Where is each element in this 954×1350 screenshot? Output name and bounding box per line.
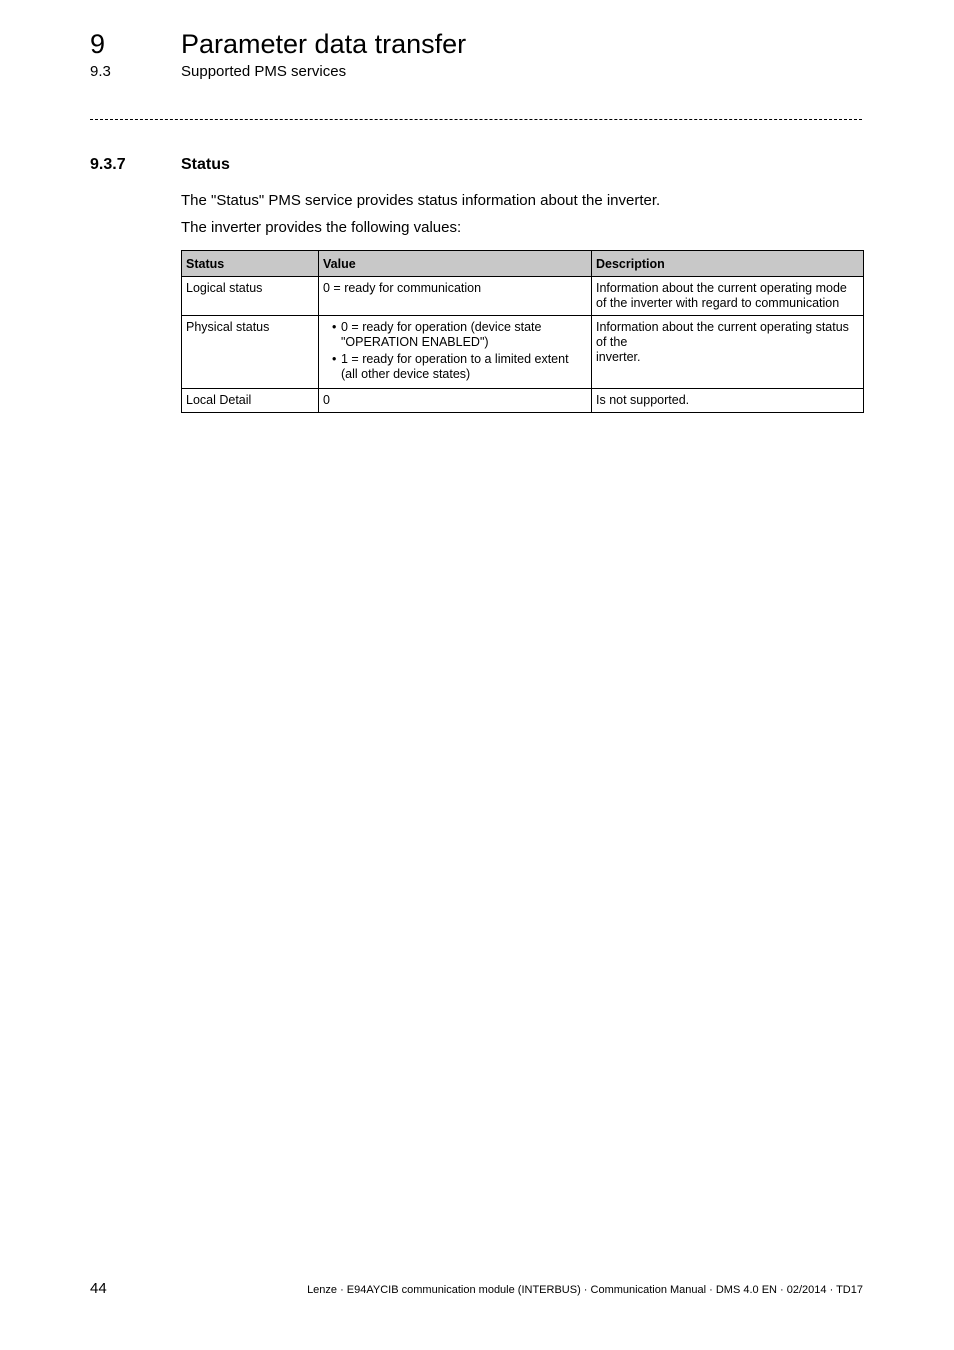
table-row <box>182 277 864 316</box>
list-item: • 0 = ready for operation (device state "OPERATION ENABLED") <box>332 320 587 350</box>
cell-value: 0 = ready for communication <box>319 277 592 316</box>
chapter-title: Parameter data transfer <box>181 29 467 59</box>
header-value: Value <box>319 251 592 277</box>
subchapter-number: 9.3 <box>90 63 111 80</box>
cell-description: Is not supported. <box>592 389 864 413</box>
page-number: 44 <box>90 1280 107 1297</box>
value-bullet-list <box>323 320 587 382</box>
cell-value: 0 <box>319 389 592 413</box>
list-item: • 1 = ready for operation to a limited extent (all other device states) <box>332 352 587 382</box>
section-title: Status <box>181 156 230 173</box>
lead-paragraph: The inverter provides the following values: <box>181 219 462 236</box>
header-status: Status <box>182 251 319 277</box>
table-header-row <box>182 251 864 277</box>
cell-value <box>319 316 592 389</box>
description-line: Information about the current operating status of the <box>596 320 849 349</box>
intro-paragraph: The "Status" PMS service provides status information about the inverter. <box>181 192 661 209</box>
header-dashed-rule <box>90 119 862 120</box>
table-row <box>182 316 864 389</box>
table-row <box>182 389 864 413</box>
cell-status: Logical status <box>182 277 319 316</box>
description-line: inverter. <box>596 350 641 364</box>
status-values-table <box>181 250 864 413</box>
cell-description <box>592 316 864 389</box>
subchapter-title: Supported PMS services <box>181 63 347 80</box>
header-description: Description <box>592 251 864 277</box>
footer-text: Lenze · E94AYCIB communication module (INTERBUS) · Communication Manual · DMS 4.0 EN · 02/2014 · TD17 <box>307 1284 863 1296</box>
cell-description: Information about the current operating mode of the inverter with regard to communication <box>592 277 864 316</box>
section-number: 9.3.7 <box>90 156 126 173</box>
cell-status: Local Detail <box>182 389 319 413</box>
chapter-number: 9 <box>90 29 106 59</box>
cell-status: Physical status <box>182 316 319 389</box>
